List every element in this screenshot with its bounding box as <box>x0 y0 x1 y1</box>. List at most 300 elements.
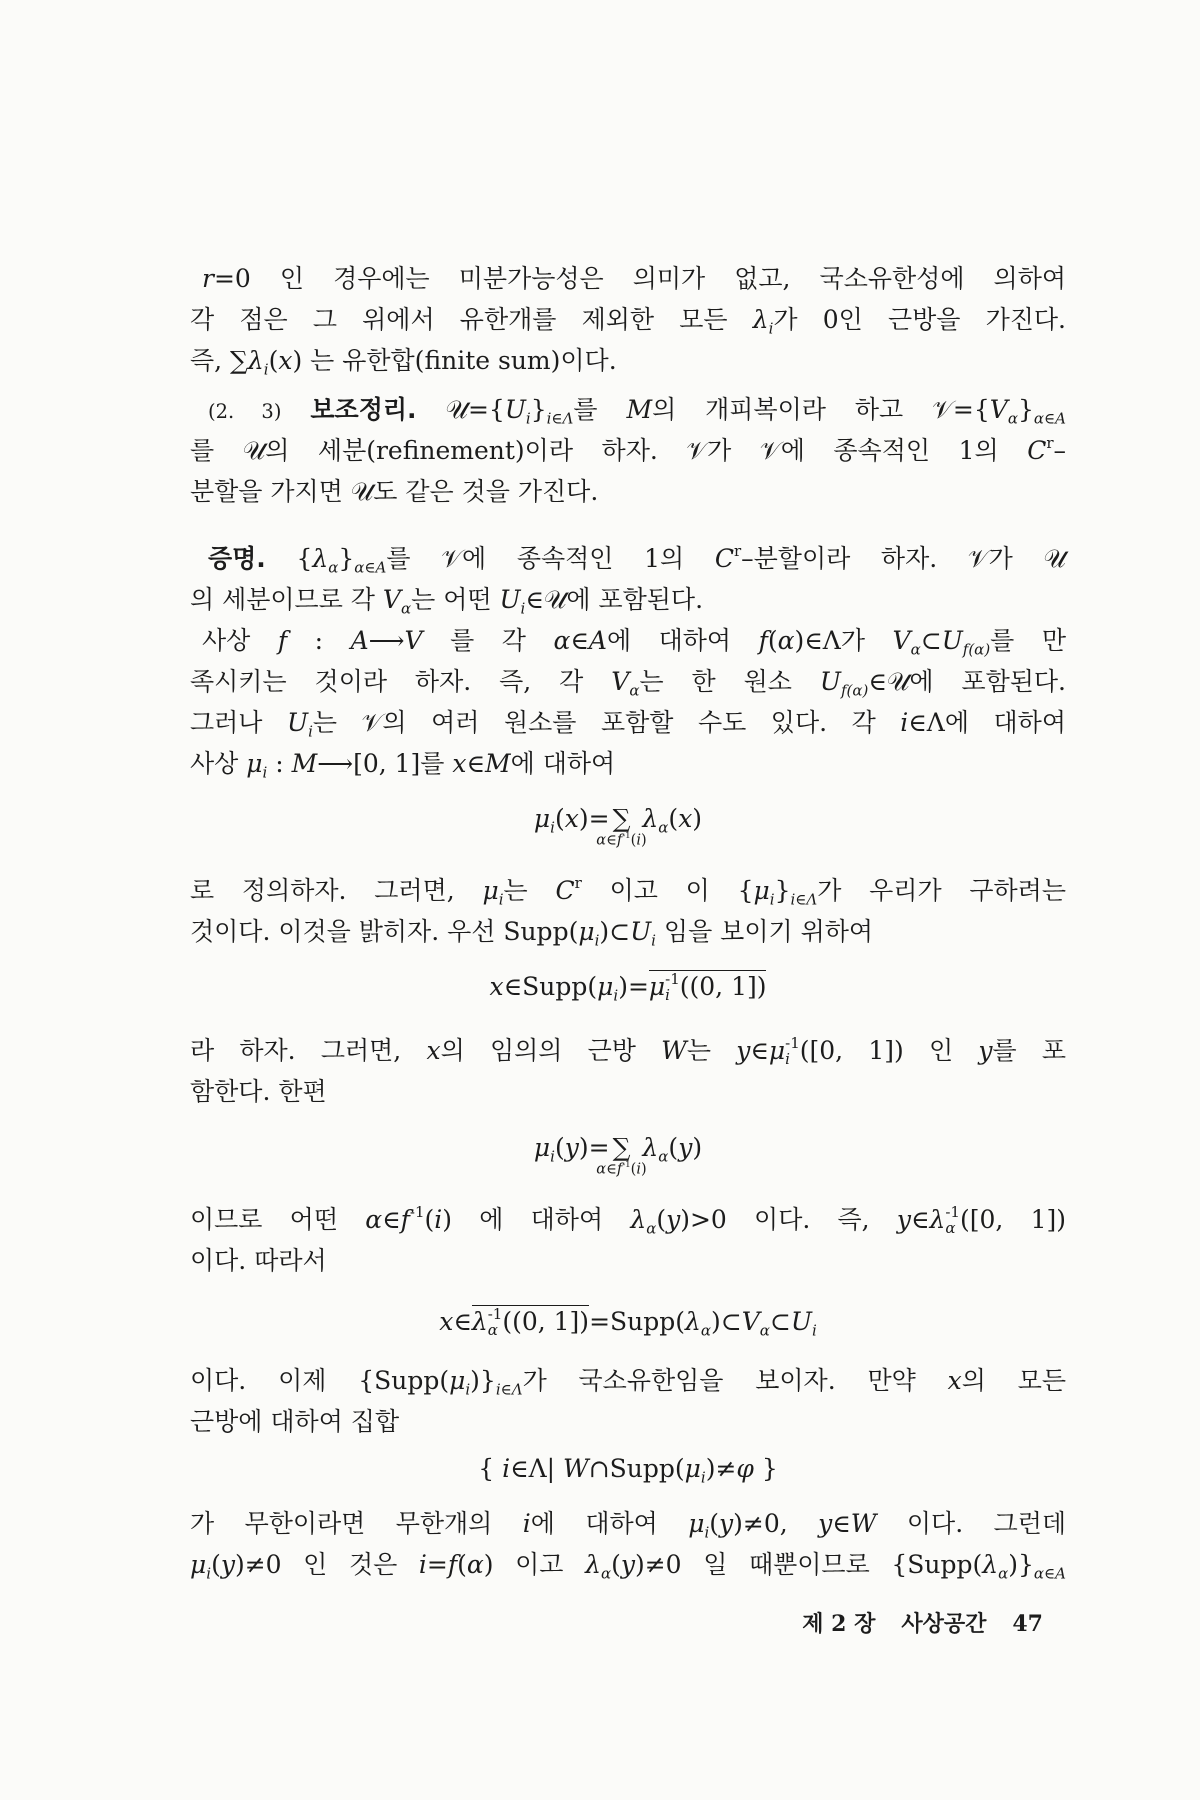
subscript: i∈Λ <box>790 890 818 909</box>
text-run: 라 하자. 그러면, <box>190 1036 427 1065</box>
subscript: i∈Λ <box>546 409 574 428</box>
math-symbol: V <box>404 626 423 655</box>
proof-line <box>190 579 1066 620</box>
text-run: 는 <box>503 876 556 905</box>
sub-superscript <box>785 1033 800 1068</box>
text-run: ( <box>767 626 778 655</box>
subscript: i <box>263 360 269 379</box>
text-run: ( <box>268 346 279 375</box>
closure-overline <box>472 1305 589 1338</box>
text-run: ( <box>709 1509 720 1538</box>
subscript: i <box>704 1523 710 1542</box>
closure-overline <box>649 970 767 1003</box>
proof-line <box>190 661 1066 702</box>
math-symbol: U <box>287 708 309 737</box>
subscript: i <box>613 986 619 1005</box>
superscript: -1 <box>622 1160 631 1170</box>
summation <box>596 1133 647 1178</box>
subscript: α <box>629 681 640 700</box>
text-run: ( <box>656 1205 667 1234</box>
math-symbol: f <box>400 1205 410 1234</box>
math-symbol: W <box>850 1509 877 1538</box>
subscript: α <box>658 818 669 837</box>
subscript: i <box>262 763 268 782</box>
text-run: 에 대하여 <box>606 626 759 655</box>
math-symbol: μ <box>648 972 666 1001</box>
text-run: 임을 보이기 위하여 <box>655 917 874 946</box>
text-run: 각 점은 그 위에서 유한개를 제외한 모든 <box>190 305 753 334</box>
item-number: (2. 3) <box>208 400 282 423</box>
text-run: 사상 <box>190 749 247 778</box>
text-run: ( <box>554 1133 565 1162</box>
text-run: )⊂ <box>711 1307 742 1336</box>
math-symbol: y <box>896 1205 911 1234</box>
text-run: ∈Λ에 대하여 <box>908 708 1066 737</box>
math-symbol: V <box>892 626 911 655</box>
math-symbol: C <box>1027 436 1047 465</box>
text-run: )= <box>618 972 649 1001</box>
subscript: i <box>550 1147 555 1166</box>
subscript: i <box>498 890 504 909</box>
proof-line <box>190 1030 1066 1071</box>
superscript: -1 <box>487 1304 503 1323</box>
text-run: ∈ <box>606 832 617 849</box>
text-run: ( <box>211 1550 221 1579</box>
proof-line <box>190 1199 1066 1240</box>
subscript: α <box>328 558 339 577</box>
lemma-statement-line <box>190 471 1066 512</box>
subscript: α <box>1007 409 1018 428</box>
math-symbol: f <box>758 626 768 655</box>
proof-line <box>190 702 1066 743</box>
subscript: i <box>769 890 775 909</box>
math-symbol: λ <box>982 1550 999 1579</box>
text-run: 분할을 가지면 𝒰도 같은 것을 가진다. <box>190 477 599 506</box>
proof-line <box>190 870 1066 911</box>
text-run: } <box>338 544 355 573</box>
math-symbol: U <box>504 395 526 424</box>
superscript: -1 <box>945 1202 960 1221</box>
superscript: -1 <box>409 1202 425 1221</box>
math-symbol: α <box>596 832 607 849</box>
math-symbol: A <box>350 626 369 655</box>
text-run: } <box>753 1454 778 1483</box>
display-formula <box>439 1301 817 1342</box>
text-run: ) 는 유한합(finite sum)이다. <box>292 346 617 375</box>
text-run: 것이다. 이것을 밝히자. 우선 Supp( <box>190 917 579 946</box>
text-run: ( <box>457 1550 467 1579</box>
subscript: i <box>811 1321 817 1340</box>
text-run: )= <box>578 804 610 833</box>
math-symbol: V <box>611 667 630 696</box>
text-run: ⊂ <box>920 626 942 655</box>
math-symbol: μ <box>449 1366 466 1395</box>
math-symbol: A <box>588 626 607 655</box>
math-symbol: μ <box>684 1454 701 1483</box>
math-symbol: U <box>819 667 841 696</box>
text-run: 의 세분이므로 각 <box>190 585 383 614</box>
math-symbol: μ <box>246 749 263 778</box>
text-run: ∈ <box>606 1161 617 1178</box>
math-symbol: f <box>616 1161 623 1178</box>
proof-line <box>190 538 1066 579</box>
text-run: 는 어떤 <box>411 585 500 614</box>
text-run: 가 국소유한임을 보이자. 만약 <box>522 1366 948 1395</box>
text-run: )>0 이다. 즉, <box>680 1205 897 1234</box>
text-run: ∈𝒰에 포함된다. <box>525 585 704 614</box>
text-run: 이다. 이제 {Supp( <box>190 1366 450 1395</box>
math-symbol: i <box>900 708 909 737</box>
text-run: ) <box>692 804 703 833</box>
text-run: 를 <box>573 395 627 424</box>
text-run: ∈Λ| <box>510 1454 563 1483</box>
superscript: r <box>1046 433 1054 452</box>
text-run: : <box>287 626 351 655</box>
math-symbol: y <box>678 1133 693 1162</box>
math-symbol: y <box>620 1550 635 1579</box>
display-formula-block <box>190 1281 1066 1360</box>
text-run: 의 개피복이라 하고 𝒱={ <box>652 395 990 424</box>
math-symbol: i <box>502 1454 511 1483</box>
remark-line <box>190 340 1066 381</box>
math-symbol: x <box>278 346 293 375</box>
math-symbol: y <box>564 1133 579 1162</box>
text-run: ) <box>640 1161 647 1178</box>
math-symbol: x <box>947 1366 962 1395</box>
summation <box>596 804 647 849</box>
text-run: ( <box>630 832 637 849</box>
summation-index <box>596 1161 646 1177</box>
text-run: { <box>265 544 313 573</box>
math-symbol: f <box>447 1550 458 1579</box>
subscript: i∈Λ <box>495 1380 523 1399</box>
math-symbol: y <box>666 1205 681 1234</box>
math-symbol: V <box>741 1307 760 1336</box>
text-run: ∈ <box>910 1205 930 1234</box>
text-run: 이고 이 { <box>581 876 754 905</box>
subscript: i <box>768 319 774 338</box>
text-run: } <box>774 876 791 905</box>
subscript: i <box>785 1049 790 1068</box>
subscript: α <box>759 1321 770 1340</box>
math-symbol: C <box>555 876 575 905</box>
math-symbol: M <box>291 749 318 778</box>
text-run: ( <box>611 1550 621 1579</box>
text-run: 이다. 따라서 <box>190 1246 327 1275</box>
math-symbol: α <box>777 626 795 655</box>
subscript: α <box>700 1321 711 1340</box>
superscript: r <box>574 873 582 892</box>
text-run: 는 𝒱의 여러 원소를 포함할 수도 있다. 각 <box>312 708 901 737</box>
sub-superscript <box>487 1304 503 1339</box>
text-run: )≠0 일 때뿐이므로 {Supp( <box>634 1550 983 1579</box>
superscript: -1 <box>785 1033 800 1052</box>
math-symbol: y <box>736 1036 751 1065</box>
math-symbol: λ <box>585 1550 601 1579</box>
proof-line <box>190 1503 1066 1544</box>
text-run: = <box>426 1550 448 1579</box>
text-run: ∈ <box>832 1509 851 1538</box>
math-symbol: α <box>466 1550 484 1579</box>
math-symbol: C <box>714 544 734 573</box>
math-symbol: U <box>941 626 963 655</box>
subscript: α <box>658 1147 669 1166</box>
math-symbol: μ <box>482 876 499 905</box>
proof-line <box>190 1240 1066 1281</box>
math-symbol: x <box>564 804 579 833</box>
text-run: )⊂ <box>599 917 631 946</box>
math-symbol: λ <box>685 1307 701 1336</box>
math-symbol: f <box>616 832 623 849</box>
subscript: f(α) <box>962 640 991 659</box>
superscript: r <box>733 541 742 560</box>
lemma-statement-line <box>190 430 1066 471</box>
math-symbol: α <box>365 1205 383 1234</box>
math-symbol: i <box>418 1550 427 1579</box>
text-run: : <box>267 749 292 778</box>
subscript: i <box>550 818 555 837</box>
text-run: 근방에 대하여 집합 <box>190 1407 400 1436</box>
display-formula-block <box>190 784 1066 870</box>
text-run: =Supp( <box>589 1307 685 1336</box>
math-symbol: i <box>636 1161 641 1178</box>
text-run: 는 <box>686 1036 737 1065</box>
sub-superscript <box>665 969 680 1004</box>
text-run: )≠ <box>705 1454 737 1483</box>
math-symbol: μ <box>753 876 770 905</box>
text-run: ) <box>692 1133 703 1162</box>
display-formula-block <box>190 1442 1066 1503</box>
text-run: } <box>530 395 547 424</box>
subscript: i <box>206 1564 212 1583</box>
run-in-heading: 보조정리. <box>310 395 417 424</box>
text-run: ( <box>424 1205 435 1234</box>
subscript: α <box>600 1564 612 1583</box>
lemma-statement-line <box>190 389 1066 430</box>
page-body <box>190 258 1066 1585</box>
math-symbol: i <box>434 1205 443 1234</box>
text-run: ∩Supp( <box>588 1454 685 1483</box>
text-run: ([0, 1]) 인 <box>799 1036 979 1065</box>
remark-line <box>190 299 1066 340</box>
text-run: ( <box>668 1133 679 1162</box>
sub-superscript <box>945 1202 960 1237</box>
subscript: α <box>400 599 412 618</box>
text-run: 를 𝒱에 종속적인 1의 <box>386 544 715 573</box>
text-run: ( <box>554 804 565 833</box>
subscript: α∈A <box>1033 409 1066 428</box>
proof-line <box>190 911 1066 952</box>
chapter-title: 사상공간 <box>901 1611 987 1637</box>
text-run: )= <box>578 1133 610 1162</box>
math-symbol: λ <box>247 346 264 375</box>
subscript: α <box>646 1219 657 1238</box>
math-symbol: λ <box>471 1307 488 1336</box>
proof-line <box>190 1071 1066 1112</box>
math-symbol: M <box>626 395 653 424</box>
subscript: f(α) <box>840 681 869 700</box>
subscript: i <box>308 722 313 741</box>
text-run: )} <box>1008 1550 1034 1579</box>
math-symbol: α <box>596 1161 607 1178</box>
math-symbol: μ <box>533 804 551 833</box>
math-symbol: x <box>426 1036 441 1065</box>
subscript: α∈A <box>1033 1564 1066 1583</box>
text-run: 그러나 <box>190 708 287 737</box>
superscript: -1 <box>665 969 680 988</box>
display-formula-block <box>190 1112 1066 1199</box>
math-symbol: λ <box>642 804 659 833</box>
math-symbol: y <box>220 1550 235 1579</box>
summation-sign: ∑ <box>612 804 631 833</box>
text-run: 가 우리가 구하려는 <box>817 876 1066 905</box>
text-run: 를 각 <box>422 626 554 655</box>
text-run <box>281 395 310 424</box>
proof-line <box>190 1360 1066 1401</box>
math-symbol: W <box>563 1454 589 1483</box>
text-run: )∈Λ가 <box>794 626 893 655</box>
summation-sign: ∑ <box>612 1133 631 1162</box>
subscript: i <box>665 985 670 1004</box>
math-symbol: λ <box>312 544 329 573</box>
text-run: ⟶ <box>368 626 405 655</box>
text-run: ∈𝒰에 포함된다. <box>868 667 1066 696</box>
text-run: ⟶[0, 1]를 <box>317 749 453 778</box>
text-run: ) <box>640 832 647 849</box>
text-run: 이므로 어떤 <box>190 1205 366 1234</box>
math-symbol: y <box>978 1036 993 1065</box>
text-run: 를 𝒰의 세분(refinement)이라 하자. 𝒱가 𝒱에 종속적인 1의 <box>190 436 1028 465</box>
text-run: ( <box>668 804 679 833</box>
text-run: 가 0인 근방을 가진다. <box>773 305 1066 334</box>
text-run: 는 한 원소 <box>639 667 820 696</box>
math-symbol: x <box>439 1307 454 1336</box>
subscript: α <box>487 1320 498 1339</box>
math-symbol: f <box>277 626 288 655</box>
text-run: –분할이라 하자. 𝒱가 𝒰 <box>741 544 1066 573</box>
subscript: i <box>700 1468 706 1487</box>
text-run: 에 대하여 <box>510 749 616 778</box>
text-run: 에 대하여 <box>530 1509 689 1538</box>
text-run: ∈ <box>453 1307 472 1336</box>
math-symbol: i <box>636 832 641 849</box>
math-symbol: U <box>790 1307 812 1336</box>
math-symbol: V <box>989 395 1008 424</box>
subscript: i <box>465 1380 471 1399</box>
text-run: =0 인 경우에는 미분가능성은 의미가 없고, 국소유한성에 의하여 <box>213 264 1066 293</box>
text-run: 의 모든 <box>961 1366 1066 1395</box>
page-number: 47 <box>1012 1611 1043 1637</box>
text-run: ((0, 1]) <box>679 972 767 1001</box>
math-symbol: U <box>630 917 652 946</box>
math-symbol: y <box>818 1509 833 1538</box>
text-run: ∈Supp( <box>503 972 598 1001</box>
math-symbol: μ <box>688 1509 705 1538</box>
text-run: ∈ <box>382 1205 401 1234</box>
proof-line <box>190 620 1066 661</box>
display-formula <box>478 1448 778 1489</box>
math-symbol: V <box>382 585 401 614</box>
text-run: ) 이고 <box>483 1550 586 1579</box>
math-symbol: M <box>485 749 511 778</box>
remark-line <box>190 258 1066 299</box>
proof-line <box>190 1401 1066 1442</box>
text-run: ([0, 1]) <box>959 1205 1066 1234</box>
text-run: ( <box>630 1161 637 1178</box>
text-run: 이다. 그런데 <box>876 1509 1067 1538</box>
text-run: )≠0, <box>733 1509 819 1538</box>
math-symbol: W <box>661 1036 687 1065</box>
math-symbol: μ <box>578 917 595 946</box>
proof-line <box>190 1544 1066 1585</box>
subscript: α <box>998 1564 1009 1583</box>
subscript: α <box>910 640 921 659</box>
text-run: 로 정의하자. 그러면, <box>190 876 483 905</box>
text-run: } <box>1018 395 1034 424</box>
text-run: 의 임의의 근방 <box>440 1036 662 1065</box>
math-symbol: λ <box>630 1205 647 1234</box>
math-symbol: λ <box>752 305 769 334</box>
subscript: i <box>525 409 531 428</box>
math-symbol: r <box>202 264 214 293</box>
text-run: 를 포 <box>992 1036 1066 1065</box>
text-run: ∈ <box>750 1036 769 1065</box>
text-run: ∈ <box>570 626 589 655</box>
subscript: α <box>945 1218 956 1237</box>
text-run: 가 무한이라면 무한개의 <box>190 1509 523 1538</box>
proof-line <box>190 743 1066 784</box>
text-run: ((0, 1]) <box>502 1307 590 1336</box>
superscript: -1 <box>622 831 631 841</box>
display-formula-block <box>190 952 1066 1030</box>
math-symbol: y <box>719 1509 734 1538</box>
subscript: α∈A <box>354 558 387 577</box>
run-in-heading: 증명. <box>208 544 266 573</box>
math-symbol: μ <box>533 1133 551 1162</box>
math-symbol: i <box>522 1509 531 1538</box>
text-run: 함한다. 한편 <box>190 1077 327 1106</box>
display-formula <box>533 798 703 849</box>
text-run: 족시키는 것이라 하자. 즉, 각 <box>190 667 612 696</box>
summation-index <box>596 832 646 848</box>
subscript: i <box>520 599 526 618</box>
text-run: )≠0 인 것은 <box>234 1550 419 1579</box>
display-formula <box>490 966 767 1007</box>
text-run: ) 에 대하여 <box>442 1205 631 1234</box>
text-run: 즉, ∑ <box>190 346 248 375</box>
math-symbol: U <box>499 585 521 614</box>
subscript: i <box>594 931 600 950</box>
math-symbol: α <box>553 626 571 655</box>
subscript: i <box>651 931 656 950</box>
text-run: 를 만 <box>990 626 1067 655</box>
math-symbol: φ <box>736 1454 754 1483</box>
running-footer <box>802 1606 1043 1642</box>
math-symbol: x <box>678 804 693 833</box>
chapter-label: 제 2 장 <box>802 1611 876 1637</box>
math-symbol: μ <box>768 1036 786 1065</box>
math-symbol: μ <box>597 972 614 1001</box>
text-run: 𝒰={ <box>416 395 505 424</box>
display-formula <box>533 1127 703 1178</box>
text-run: 사상 <box>202 626 278 655</box>
math-symbol: x <box>489 972 504 1001</box>
text-run: ⊂ <box>769 1307 791 1336</box>
math-symbol: λ <box>929 1205 946 1234</box>
text-run: { <box>478 1454 503 1483</box>
text-run: ∈ <box>466 749 486 778</box>
text-run: – <box>1053 436 1066 465</box>
